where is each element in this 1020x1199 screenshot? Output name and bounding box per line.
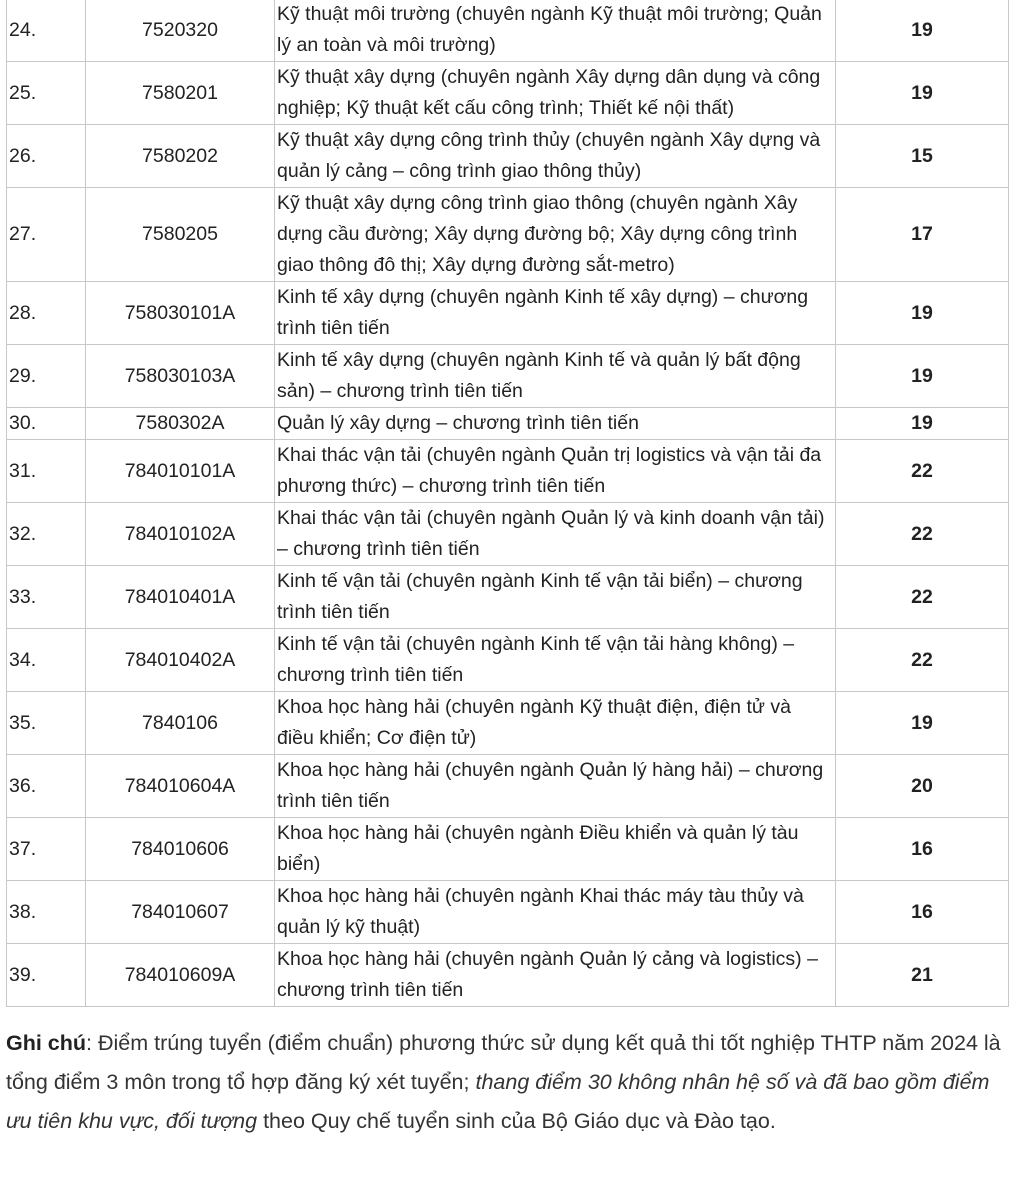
major-code-cell: 758030103A	[86, 345, 275, 408]
note-text-2: theo Quy chế tuyển sinh của Bộ Giáo dục và Đào tạo.	[257, 1109, 776, 1133]
table-row	[7, 692, 1009, 755]
table-row	[7, 0, 1009, 62]
major-name-cell: Khai thác vận tải (chuyên ngành Quản lý và kinh doanh vận tải) – chương trình tiên tiến	[275, 503, 836, 566]
cutoff-score-cell: 16	[836, 818, 1009, 881]
major-code-cell: 784010607	[86, 881, 275, 944]
major-name-cell: Kỹ thuật môi trường (chuyên ngành Kỹ thuật môi trường; Quản lý an toàn và môi trường)	[275, 0, 836, 62]
table-row	[7, 62, 1009, 125]
major-name-cell: Kinh tế vận tải (chuyên ngành Kinh tế vận tải biển) – chương trình tiên tiến	[275, 566, 836, 629]
major-name-cell: Kinh tế vận tải (chuyên ngành Kinh tế vận tải hàng không) – chương trình tiên tiến	[275, 629, 836, 692]
major-name-cell: Khoa học hàng hải (chuyên ngành Điều khiển và quản lý tàu biển)	[275, 818, 836, 881]
cutoff-score-cell: 19	[836, 408, 1009, 440]
table-row	[7, 755, 1009, 818]
major-code-cell: 7520320	[86, 0, 275, 62]
major-code-cell: 7580202	[86, 125, 275, 188]
major-name-cell: Khoa học hàng hải (chuyên ngành Kỹ thuật điện, điện tử và điều khiển; Cơ điện tử)	[275, 692, 836, 755]
major-code-cell: 7580302A	[86, 408, 275, 440]
note-text-1: : Điểm trúng tuyển (điểm chuẩn) phương thức sử dụng kết quả thi tốt nghiệp THTP năm 2024 là tổng điểm 3 môn trong tổ hợp đăng ký xét tuyển;	[6, 1031, 1001, 1094]
cutoff-score-cell: 17	[836, 188, 1009, 282]
major-code-cell: 784010402A	[86, 629, 275, 692]
table-row	[7, 345, 1009, 408]
major-code-cell: 784010102A	[86, 503, 275, 566]
major-name-cell: Quản lý xây dựng – chương trình tiên tiến	[275, 408, 836, 440]
row-number-cell: 30.	[7, 408, 86, 440]
row-number-cell: 37.	[7, 818, 86, 881]
cutoff-score-cell: 22	[836, 629, 1009, 692]
cutoff-score-cell: 19	[836, 345, 1009, 408]
note-paragraph	[6, 1024, 1006, 1141]
cutoff-score-cell: 16	[836, 881, 1009, 944]
row-number-cell: 27.	[7, 188, 86, 282]
table-row	[7, 629, 1009, 692]
row-number-cell: 32.	[7, 503, 86, 566]
major-code-cell: 758030101A	[86, 282, 275, 345]
major-code-cell: 7580205	[86, 188, 275, 282]
table-row	[7, 944, 1009, 1007]
table-row	[7, 566, 1009, 629]
major-name-cell: Kỹ thuật xây dựng công trình giao thông (chuyên ngành Xây dựng cầu đường; Xây dựng đường bộ; Xây dựng công trình giao thông đô thị; Xây dựng đường sắt-metro)	[275, 188, 836, 282]
table-body	[7, 0, 1009, 1007]
row-number-cell: 33.	[7, 566, 86, 629]
table-row	[7, 881, 1009, 944]
row-number-cell: 24.	[7, 0, 86, 62]
major-name-cell: Khoa học hàng hải (chuyên ngành Khai thác máy tàu thủy và quản lý kỹ thuật)	[275, 881, 836, 944]
major-name-cell: Khai thác vận tải (chuyên ngành Quản trị logistics và vận tải đa phương thức) – chương trình tiên tiến	[275, 440, 836, 503]
cutoff-score-cell: 15	[836, 125, 1009, 188]
table-row	[7, 818, 1009, 881]
cutoff-score-cell: 19	[836, 692, 1009, 755]
table-row	[7, 503, 1009, 566]
row-number-cell: 25.	[7, 62, 86, 125]
row-number-cell: 39.	[7, 944, 86, 1007]
cutoff-score-cell: 19	[836, 0, 1009, 62]
row-number-cell: 26.	[7, 125, 86, 188]
row-number-cell: 35.	[7, 692, 86, 755]
major-name-cell: Kinh tế xây dựng (chuyên ngành Kinh tế và quản lý bất động sản) – chương trình tiên tiến	[275, 345, 836, 408]
table-row	[7, 408, 1009, 440]
cutoff-score-cell: 20	[836, 755, 1009, 818]
major-code-cell: 7580201	[86, 62, 275, 125]
major-code-cell: 784010401A	[86, 566, 275, 629]
table-row	[7, 440, 1009, 503]
major-name-cell: Kỹ thuật xây dựng (chuyên ngành Xây dựng dân dụng và công nghiệp; Kỹ thuật kết cấu công trình; Thiết kế nội thất)	[275, 62, 836, 125]
row-number-cell: 38.	[7, 881, 86, 944]
table-row	[7, 125, 1009, 188]
row-number-cell: 31.	[7, 440, 86, 503]
row-number-cell: 29.	[7, 345, 86, 408]
note-italic-text: thang điểm 30 không nhân hệ số và đã bao gồm điểm ưu tiên khu vực, đối tượng	[6, 1070, 990, 1133]
cutoff-score-cell: 22	[836, 566, 1009, 629]
major-code-cell: 784010101A	[86, 440, 275, 503]
cutoff-score-cell: 22	[836, 503, 1009, 566]
admission-score-table	[6, 0, 1009, 1007]
cutoff-score-cell: 19	[836, 62, 1009, 125]
row-number-cell: 28.	[7, 282, 86, 345]
cutoff-score-cell: 21	[836, 944, 1009, 1007]
note-label: Ghi chú	[6, 1031, 87, 1055]
table-row	[7, 188, 1009, 282]
major-name-cell: Kỹ thuật xây dựng công trình thủy (chuyên ngành Xây dựng và quản lý cảng – công trình giao thông thủy)	[275, 125, 836, 188]
row-number-cell: 36.	[7, 755, 86, 818]
major-code-cell: 784010609A	[86, 944, 275, 1007]
major-code-cell: 7840106	[86, 692, 275, 755]
row-number-cell: 34.	[7, 629, 86, 692]
major-name-cell: Khoa học hàng hải (chuyên ngành Quản lý cảng và logistics) – chương trình tiên tiến	[275, 944, 836, 1007]
cutoff-score-cell: 19	[836, 282, 1009, 345]
major-name-cell: Kinh tế xây dựng (chuyên ngành Kinh tế xây dựng) – chương trình tiên tiến	[275, 282, 836, 345]
major-code-cell: 784010606	[86, 818, 275, 881]
major-name-cell: Khoa học hàng hải (chuyên ngành Quản lý hàng hải) – chương trình tiên tiến	[275, 755, 836, 818]
table-row	[7, 282, 1009, 345]
cutoff-score-cell: 22	[836, 440, 1009, 503]
major-code-cell: 784010604A	[86, 755, 275, 818]
